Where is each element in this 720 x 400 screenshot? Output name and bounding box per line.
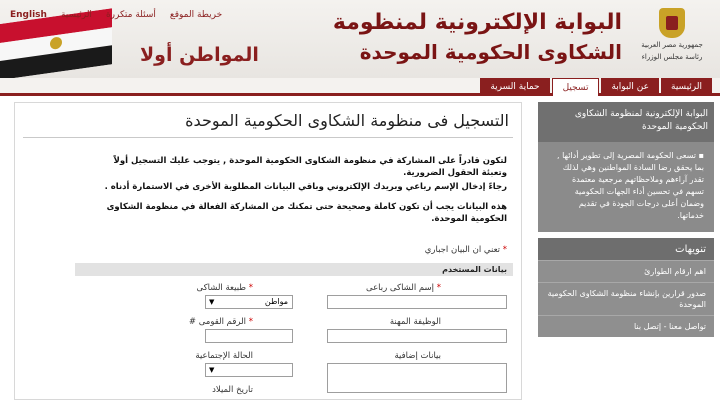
sidebar-text-line: خدماتها. [677, 211, 704, 220]
main-nav [0, 78, 720, 96]
job-label: الوظيفة المهنة [389, 317, 441, 327]
birth-date-label: تاريخ الميلاد [212, 385, 253, 395]
name-label: * إسم الشاكى رباعى [366, 283, 441, 293]
sidebar-about-text [538, 142, 714, 232]
sidebar-link-contact[interactable]: تواصل معنا - إتصل بنا [538, 315, 714, 337]
sidebar-notices-header: تنويهات [538, 238, 714, 260]
tab-home[interactable]: الرئيسية [661, 78, 712, 96]
sidebar-text-line: وضمان أعلى درجات الجودة في تقديم [578, 199, 704, 208]
logo-caption-cabinet: رئاسة مجلس الوزراء [641, 53, 703, 61]
eagle-logo-icon [659, 8, 685, 38]
sidebar [538, 102, 714, 400]
sidebar-text-line: ▪ تسعى الحكومة المصرية إلى تطوير أدائها , [548, 150, 704, 162]
sidebar-text-line: بما يحقق رضا السادة المواطنين وهي لذلك [562, 163, 704, 172]
home-link[interactable]: الرئيسية [60, 10, 92, 20]
intro-paragraph: هذه البيانات يجب أن تكون كاملة وصحيحة حتى تمكنك من المشاركة الفعالة في منظومة الشكاوى الحكومية الموحدة. [106, 202, 507, 224]
name-input[interactable] [327, 295, 507, 309]
government-logo[interactable] [638, 8, 706, 74]
page-title: التسجيل فى منظومة الشكاوى الحكومية الموحدة [185, 111, 509, 130]
tab-about[interactable]: عن البوابة [601, 78, 659, 96]
required-note [425, 245, 507, 255]
extra-info-input[interactable] [327, 363, 507, 393]
dropdown-arrow-icon: ▼ [209, 298, 215, 306]
slogan: المواطن أولا [140, 44, 259, 66]
registration-panel [14, 102, 522, 400]
site-header [0, 0, 720, 78]
type-label: * طبيعة الشاكى [196, 283, 253, 293]
job-input[interactable] [327, 329, 507, 343]
sidebar-link-decrees[interactable]: صدور قرارين بإنشاء منظومة الشكاوى الحكومية الموحدة [538, 282, 714, 315]
tab-register[interactable]: تسجيل [552, 78, 600, 96]
marital-status-select[interactable] [205, 363, 293, 377]
logo-caption-country: جمهورية مصر العربية [641, 41, 703, 49]
english-link[interactable]: English [10, 10, 47, 20]
title-divider [23, 137, 513, 138]
dropdown-arrow-icon: ▼ [209, 366, 215, 374]
type-select-value: مواطن [264, 297, 288, 306]
national-id-input[interactable] [205, 329, 293, 343]
sidebar-text-line: تسهم في تحسين أداء الجهات الحكومية [574, 187, 704, 196]
portal-title: البوابة الإلكترونية لمنظومة [332, 10, 622, 35]
sitemap-link[interactable]: خريطة الموقع [169, 10, 223, 20]
marital-status-label: الحالة الإجتماعية [195, 351, 253, 361]
top-links [10, 10, 222, 20]
faq-link[interactable]: أسئلة متكررة [105, 10, 156, 20]
sidebar-header: البوابة الإلكترونية لمنظومة الشكاوى الحكومية الموحدة [538, 102, 714, 142]
required-note-text: تعني ان البيان اجباري [424, 245, 501, 255]
required-star: * [502, 245, 507, 255]
sidebar-text-line: تقدر آراءهم وملاحظاتهم مرجعية معتمدة [571, 175, 704, 184]
type-select[interactable] [205, 295, 293, 309]
section-header: بيانات المستخدم [75, 263, 513, 276]
intro-paragraph: لتكون قادراً على المشاركة في منظومة الشكاوى الحكومية الموحدة , يتوجب عليك التسجيل أولاً وتعبئة الحقول الضرورية. [113, 156, 507, 178]
intro-text [87, 155, 507, 227]
national-id-label: * الرقم القومى # [188, 317, 253, 327]
intro-paragraph: رجاءً إدخال الإسم رباعي وبريدك الإلكتروني وباقي البيانات المطلوبة الأخرى في الاستمارة أدناه . [104, 182, 507, 192]
extra-info-label: بيانات إضافية [394, 351, 441, 361]
sidebar-link-emergency[interactable]: اهم ارقام الطوارئ [538, 260, 714, 282]
portal-subtitle: الشكاوى الحكومية الموحدة [359, 40, 622, 64]
tab-privacy[interactable]: حماية السرية [480, 78, 549, 96]
